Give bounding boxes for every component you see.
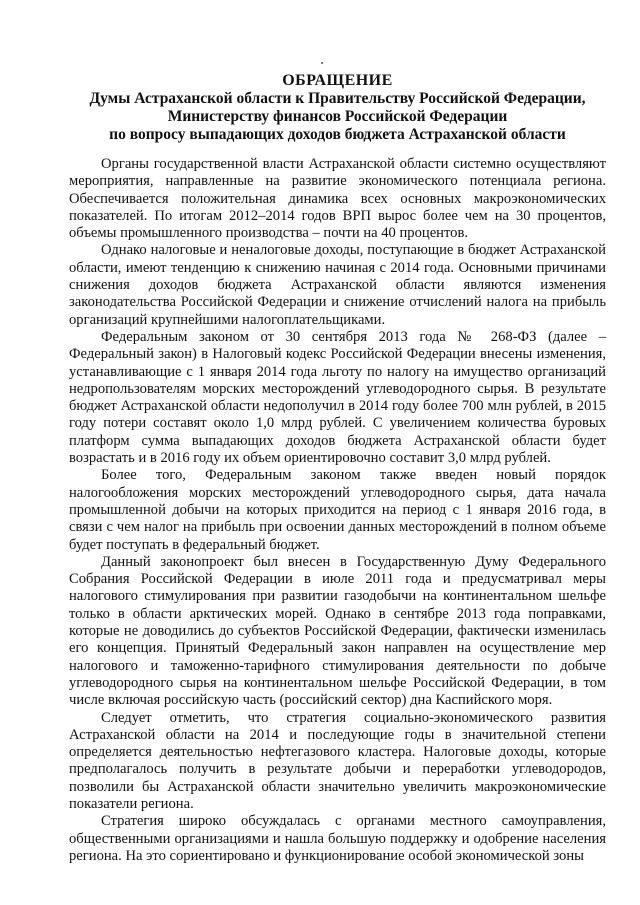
scan-dot [321, 62, 323, 64]
document-header [69, 72, 606, 144]
paragraph: Органы государственной власти Астраханской области системно осуществляют мероприятия, направленные на развитие экономического потенциала региона. Обеспечивается положительная динамика всех основных макроэкономических показателей. По итогам 2012–2014 годов ВРП вырос более чем на 30 процентов, объемы промышленного производства – почти на 40 процентов. [69, 156, 606, 242]
paragraph: Более того, Федеральным законом также введен новый порядок налогообложения морских месторождений углеводородного сырья, дата начала промышленной добычи на которых приходится на период с 1 января 2016 года, в связи с чем налог на прибыль при освоении данных месторождений в полном объеме будет поступать в федеральный бюджет. [69, 467, 606, 553]
paragraph: Данный законопроект был внесен в Государственную Думу Федерального Собрания Российской Федерации в июле 2011 года и предусматривал меры налогового стимулирования при развитии газодобычи на континентальном шельфе только в области арктических морей. Однако в сентябре 2013 года поправками, которые не доводились до субъектов Российской Федерации, фактически изменилась его концепция. Принятый Федеральный закон направлен на осуществление мер налогового и таможенно-тарифного стимулирования деятельности по добыче углеводородного сырья на континентальном шельфе Российской Федерации, в том числе включая российскую часть (российский сектор) дна Каспийского моря. [69, 553, 606, 709]
document-title: ОБРАЩЕНИЕ [282, 72, 393, 89]
paragraph: Следует отметить, что стратегия социально-экономического развития Астраханской области на 2014 и последующие годы в значительной степени определяется деятельностью нефтегазового кластера. Налоговые доходы, которые предполагалось получить в результате добычи и переработки углеводородов, позволили бы Астраханской области значительно увеличить макроэкономические показатели региона. [69, 709, 606, 812]
paragraph: Федеральным законом от 30 сентября 2013 года № 268-ФЗ (далее – Федеральный закон) в Налоговый кодекс Российской Федерации внесены изменения, устанавливающие с 1 января 2014 года льготу по налогу на имущество организаций недропользователям морских месторождений углеводородного сырья. В результате бюджет Астраханской области недополучил в 2014 году более 700 млн рублей, в 2015 году потери составят около 1,0 млрд рублей. С увеличением количества буровых платформ сумма выпадающих доходов бюджета Астраханской области будет возрастать и в 2016 году их объем ориентировочно составит 3,0 млрд рублей. [69, 328, 606, 467]
header-line-1: Думы Астраханской области к Правительству Российской Федерации, [89, 90, 586, 107]
header-line-3: по вопросу выпадающих доходов бюджета Астраханской области [109, 126, 566, 143]
header-line-2: Министерству финансов Российской Федерации [167, 108, 508, 125]
document-body [69, 156, 606, 865]
paragraph: Однако налоговые и неналоговые доходы, поступающие в бюджет Астраханской области, имеют тенденцию к снижению начиная с 2014 года. Основными причинами снижения доходов бюджета Астраханской области являются изменения законодательства Российской Федерации и снижение отчислений налога на прибыль организаций крупнейшими налогоплательщиками. [69, 242, 606, 328]
paragraph: Стратегия широко обсуждалась с органами местного самоуправления, общественными организациями и нашла большую поддержку и одобрение населения региона. На это сориентировано и функционирование особой экономической зоны [69, 813, 606, 864]
